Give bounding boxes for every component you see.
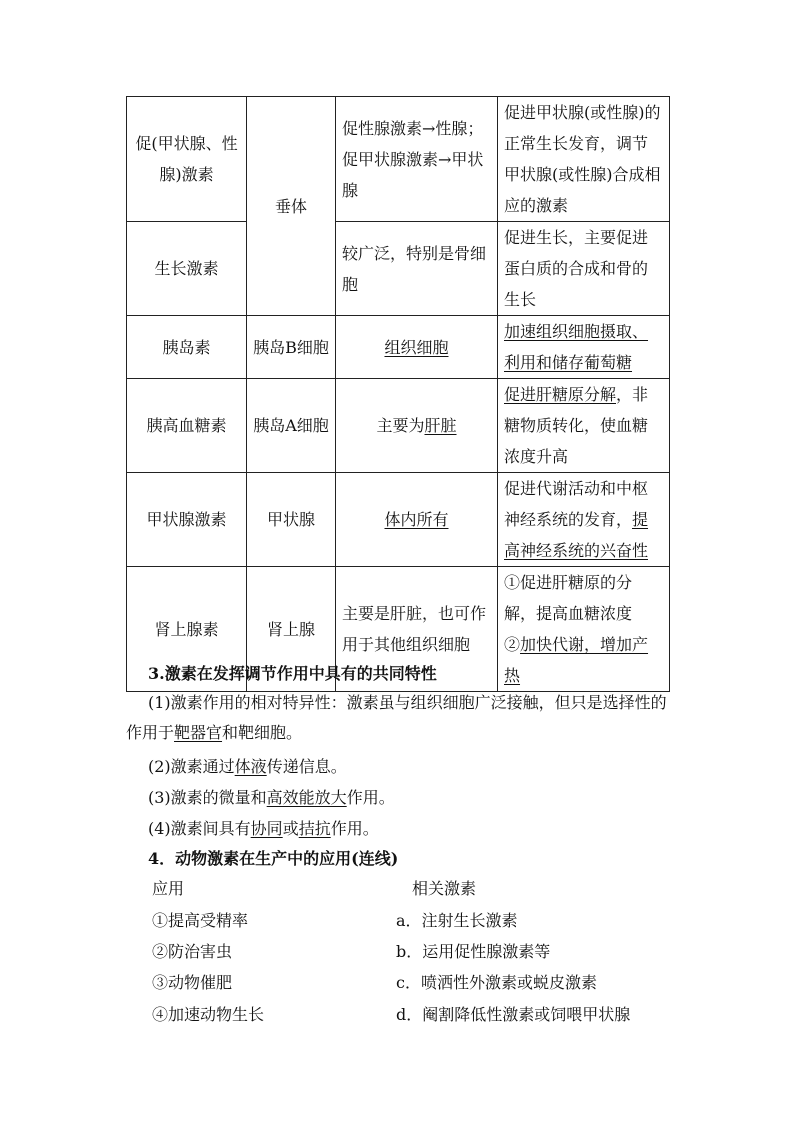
section-title: 动物激素在生产中的应用(连线)	[175, 849, 399, 868]
underlined-answer: 促进肝糖原分解	[504, 385, 617, 404]
column-header-left: 应用	[152, 879, 185, 898]
paragraph: (1)激素作用的相对特异性：激素虽与组织细胞广泛接触，但只是选择性的	[148, 693, 667, 712]
function-cell: 促进生长，主要促进蛋白质的合成和骨的生长	[498, 222, 670, 316]
text: (2)激素通过	[148, 757, 235, 776]
underlined-answer: 拮抗	[298, 819, 331, 838]
paragraph	[148, 813, 379, 844]
target-cell: 主要是肝脏，也可作用于其他组织细胞	[336, 567, 498, 692]
function-text: ，非糖物质转化，使血糖浓度升高	[504, 385, 649, 466]
list-item: b．运用促性腺激素等	[396, 942, 551, 961]
section-3-heading: 3.激素在发挥调节作用中具有的共同特性	[148, 664, 437, 683]
function-cell: 促进甲状腺(或性腺)的正常生长发育，调节甲状腺(或性腺)合成相应的激素	[498, 97, 670, 222]
table-row	[127, 316, 670, 379]
underlined-answer: 靶器官	[174, 723, 223, 742]
function-line: ①促进肝糖原的分解，提高血糖浓度	[504, 573, 633, 623]
gland-name: 甲状腺	[247, 473, 336, 567]
circled-number: ②	[504, 635, 521, 654]
target-text: 主要为	[376, 416, 425, 435]
section-4-heading	[148, 843, 398, 874]
list-item: ④加速动物生长	[152, 1005, 265, 1024]
hormone-name: 肾上腺素	[127, 567, 247, 692]
paragraph	[148, 782, 395, 813]
underlined-answer: 体液	[234, 757, 267, 776]
gland-name: 胰岛A细胞	[247, 379, 336, 473]
table-row	[127, 473, 670, 567]
text: 作用。	[346, 788, 395, 807]
hormone-name: 胰高血糖素	[127, 379, 247, 473]
table-row	[127, 97, 670, 222]
target-cell	[336, 473, 498, 567]
underlined-answer: 肝脏	[424, 416, 457, 435]
text: 传递信息。	[266, 757, 347, 776]
gland-name: 肾上腺	[247, 567, 336, 692]
function-cell	[498, 379, 670, 473]
list-item: ①提高受精率	[152, 911, 249, 930]
hormone-name: 生长激素	[127, 222, 247, 316]
hormone-table	[126, 96, 670, 692]
target-cell: 促性腺激素→性腺；促甲状腺激素→甲状腺	[336, 97, 498, 222]
list-item: d．阉割降低性激素或饲喂甲状腺	[396, 1005, 631, 1024]
underlined-answer: 加速组织细胞摄取、利用和储存葡萄糖	[504, 322, 649, 372]
underlined-answer: 高效能放大	[266, 788, 347, 807]
hormone-name: 甲状腺激素	[127, 473, 247, 567]
list-item: c．喷洒性外激素或蜕皮激素	[396, 973, 597, 992]
gland-name: 垂体	[247, 97, 336, 316]
text: 和靶细胞。	[222, 723, 303, 742]
text: 或	[282, 819, 299, 838]
text: (3)激素的微量和	[148, 788, 267, 807]
underlined-answer: 协同	[250, 819, 283, 838]
list-item: a．注射生长激素	[396, 911, 518, 930]
target-cell: 较广泛，特别是骨细胞	[336, 222, 498, 316]
underlined-answer: 体内所有	[384, 510, 449, 529]
function-cell	[498, 473, 670, 567]
text: 作用。	[330, 819, 379, 838]
target-cell	[336, 379, 498, 473]
underlined-answer: 提高神经系统的兴奋性	[504, 510, 649, 560]
table-row	[127, 379, 670, 473]
underlined-answer: 加快代谢，增加产热	[504, 635, 649, 685]
paragraph	[148, 751, 347, 782]
list-item: ③动物催肥	[152, 973, 233, 992]
function-line	[504, 629, 663, 691]
hormone-name: 胰岛素	[127, 316, 247, 379]
target-cell	[336, 316, 498, 379]
function-cell	[498, 567, 670, 692]
section-number: 4．	[148, 849, 176, 868]
table-row	[127, 222, 670, 316]
text: 作用于	[126, 723, 175, 742]
column-header-right: 相关激素	[412, 879, 477, 898]
gland-name: 胰岛B细胞	[247, 316, 336, 379]
text: (4)激素间具有	[148, 819, 251, 838]
underlined-answer: 组织细胞	[384, 337, 449, 357]
hormone-name: 促(甲状腺、性腺)激素	[127, 97, 247, 222]
paragraph	[126, 717, 302, 748]
function-text: 促进代谢活动和中枢神经系统的发育，	[504, 479, 649, 529]
list-item: ②防治害虫	[152, 942, 233, 961]
function-cell	[498, 316, 670, 379]
